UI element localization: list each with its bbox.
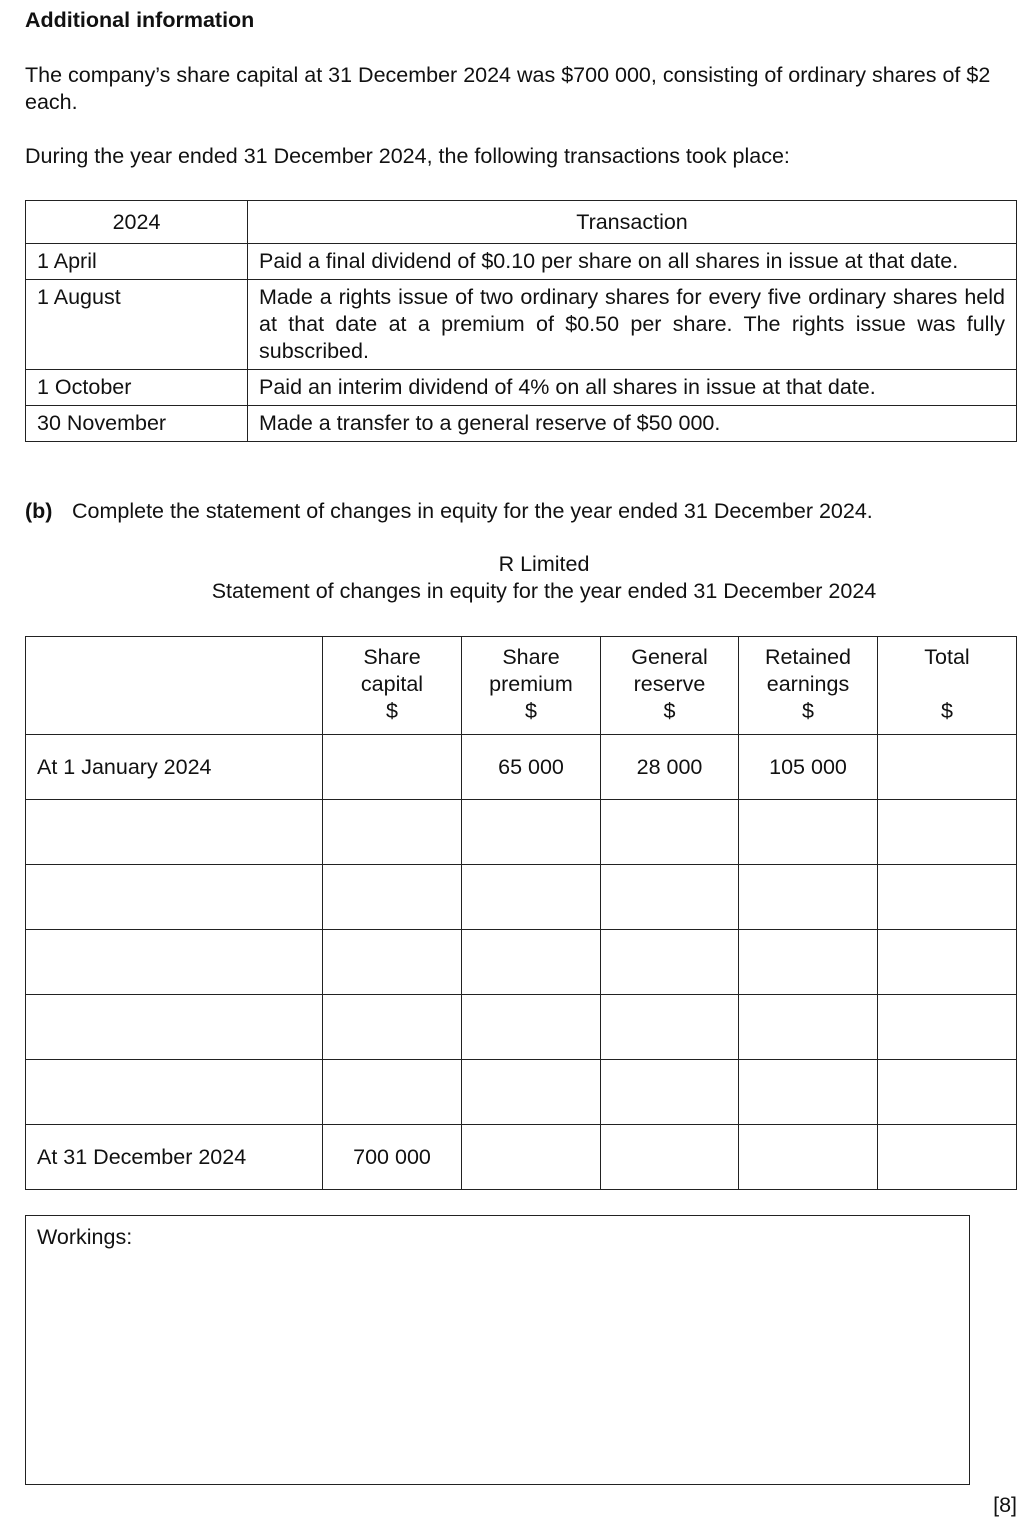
answer-cell[interactable] xyxy=(739,1125,878,1190)
table-row xyxy=(26,244,1017,280)
answer-cell[interactable] xyxy=(323,865,462,930)
value-cell: 28 000 xyxy=(601,735,739,800)
question-text: Complete the statement of changes in equity for the year ended 31 December 2024. xyxy=(72,499,873,523)
header-retained-earnings: Retained earnings $ xyxy=(739,637,878,735)
header-share-premium: Share premium $ xyxy=(462,637,601,735)
blank-row xyxy=(26,995,1017,1060)
table-row xyxy=(26,406,1017,442)
value-cell: 105 000 xyxy=(739,735,878,800)
answer-cell[interactable] xyxy=(739,1060,878,1125)
equity-statement-table xyxy=(25,636,1017,1190)
table-row xyxy=(26,280,1017,370)
table-header-row xyxy=(26,201,1017,244)
answer-cell[interactable] xyxy=(878,735,1017,800)
answer-cell[interactable] xyxy=(462,865,601,930)
answer-cell[interactable] xyxy=(739,800,878,865)
answer-cell[interactable] xyxy=(323,995,462,1060)
answer-cell[interactable] xyxy=(601,930,739,995)
answer-cell[interactable] xyxy=(878,800,1017,865)
workings-box[interactable] xyxy=(25,1215,970,1485)
blank-row xyxy=(26,800,1017,865)
answer-cell[interactable] xyxy=(878,995,1017,1060)
answer-cell[interactable] xyxy=(462,995,601,1060)
closing-row xyxy=(26,1125,1017,1190)
answer-cell[interactable] xyxy=(323,735,462,800)
workings-label: Workings: xyxy=(37,1225,133,1249)
opening-row xyxy=(26,735,1017,800)
answer-cell[interactable] xyxy=(323,800,462,865)
marks-label: [8] xyxy=(993,1493,1017,1517)
answer-cell[interactable] xyxy=(601,1060,739,1125)
answer-cell[interactable] xyxy=(601,800,739,865)
answer-cell[interactable] xyxy=(601,1125,739,1190)
during-paragraph: During the year ended 31 December 2024, the following transactions took place: xyxy=(25,144,790,168)
header-date: 2024 xyxy=(26,201,248,244)
blank-row xyxy=(26,1060,1017,1125)
row-label: At 1 January 2024 xyxy=(26,735,323,800)
answer-cell[interactable] xyxy=(26,1060,323,1125)
row-label: At 31 December 2024 xyxy=(26,1125,323,1190)
section-heading: Additional information xyxy=(25,8,255,32)
answer-cell[interactable] xyxy=(878,1060,1017,1125)
header-total: Total $ xyxy=(878,637,1017,735)
header-general-reserve: General reserve $ xyxy=(601,637,739,735)
answer-cell[interactable] xyxy=(26,865,323,930)
statement-title: Statement of changes in equity for the year ended 31 December 2024 xyxy=(211,579,877,603)
blank-row xyxy=(26,930,1017,995)
answer-cell[interactable] xyxy=(462,1125,601,1190)
transaction-text: Paid an interim dividend of 4% on all shares in issue at that date. xyxy=(248,370,1017,406)
answer-cell[interactable] xyxy=(26,800,323,865)
answer-cell[interactable] xyxy=(26,995,323,1060)
header-blank xyxy=(26,637,323,735)
value-cell: 700 000 xyxy=(323,1125,462,1190)
blank-row xyxy=(26,865,1017,930)
answer-cell[interactable] xyxy=(462,800,601,865)
answer-cell[interactable] xyxy=(739,995,878,1060)
answer-cell[interactable] xyxy=(878,865,1017,930)
answer-cell[interactable] xyxy=(462,1060,601,1125)
answer-cell[interactable] xyxy=(323,1060,462,1125)
answer-cell[interactable] xyxy=(878,930,1017,995)
table-row xyxy=(26,370,1017,406)
transactions-table xyxy=(25,200,1017,442)
answer-cell[interactable] xyxy=(26,930,323,995)
header-transaction: Transaction xyxy=(248,201,1017,244)
transaction-date: 1 October xyxy=(26,370,248,406)
transaction-date: 1 August xyxy=(26,280,248,370)
answer-cell[interactable] xyxy=(739,930,878,995)
answer-cell[interactable] xyxy=(323,930,462,995)
intro-paragraph: The company’s share capital at 31 December 2024 was $700 000, consisting of ordinary shares of $2 each. xyxy=(25,63,991,114)
company-name: R Limited xyxy=(498,552,590,576)
transaction-text: Made a transfer to a general reserve of $50 000. xyxy=(248,406,1017,442)
answer-cell[interactable] xyxy=(739,865,878,930)
transaction-text: Made a rights issue of two ordinary shares for every five ordinary shares held at that date at a premium of $0.50 per share. The rights issue was fully subscribed. xyxy=(248,280,1017,370)
table-header-row xyxy=(26,637,1017,735)
answer-cell[interactable] xyxy=(601,865,739,930)
transaction-date: 30 November xyxy=(26,406,248,442)
header-share-capital: Share capital $ xyxy=(323,637,462,735)
transaction-text: Paid a final dividend of $0.10 per share on all shares in issue at that date. xyxy=(248,244,1017,280)
question-label: (b) xyxy=(25,499,53,523)
value-cell: 65 000 xyxy=(462,735,601,800)
answer-cell[interactable] xyxy=(878,1125,1017,1190)
transaction-date: 1 April xyxy=(26,244,248,280)
answer-cell[interactable] xyxy=(462,930,601,995)
answer-cell[interactable] xyxy=(601,995,739,1060)
